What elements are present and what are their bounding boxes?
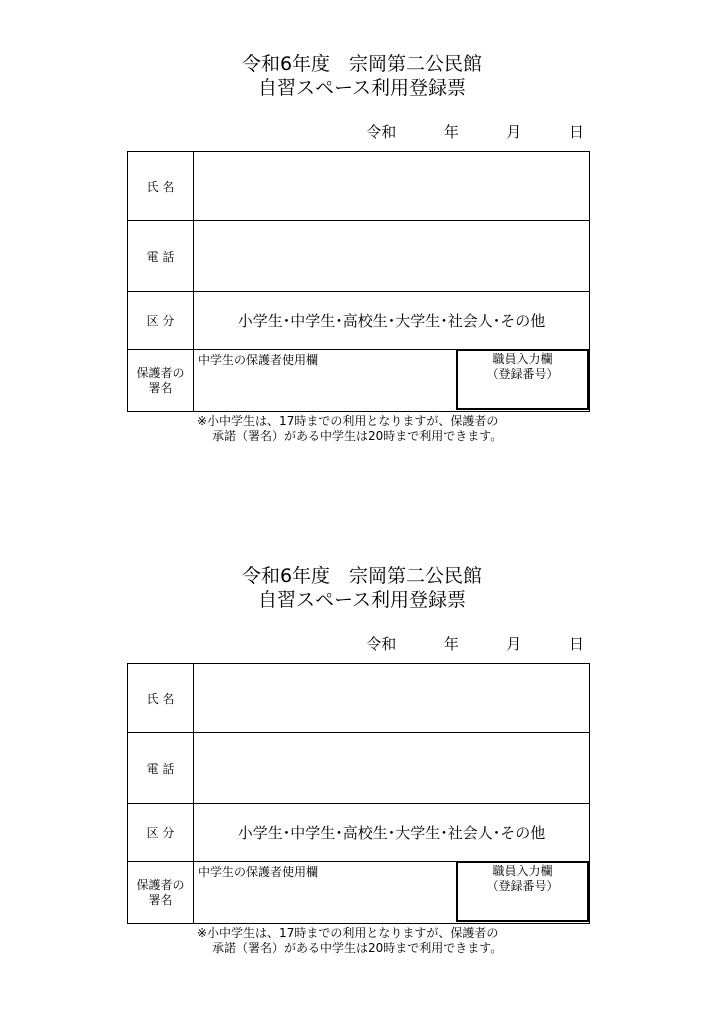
staff-entry-label: 職員入力欄	[492, 864, 553, 878]
date-line	[366, 121, 584, 142]
note-line2: 承諾（署名）がある中学生は20時まで利用できます。	[212, 941, 503, 955]
category-options[interactable]: 小学生･中学生･高校生･大学生･社会人･その他	[194, 292, 590, 350]
name-label: 氏 名	[128, 152, 194, 221]
category-row	[128, 804, 590, 862]
name-field[interactable]	[194, 664, 590, 733]
form-title-line2: 自習スペース利用登録票	[257, 589, 467, 611]
date-era: 令和	[366, 635, 397, 653]
guardian-field-label: 中学生の保護者使用欄	[198, 353, 319, 367]
staff-entry-label: 職員入力欄	[492, 352, 553, 366]
name-label: 氏 名	[128, 664, 194, 733]
guardian-label-line2: 署名	[148, 380, 173, 395]
guardian-signature-field[interactable]	[194, 350, 590, 412]
form-title-line1: 令和6年度 宗岡第二公民館	[241, 565, 483, 587]
phone-field[interactable]	[194, 221, 590, 292]
guardian-label	[128, 350, 194, 412]
note-line2: 承諾（署名）がある中学生は20時まで利用できます。	[212, 429, 503, 443]
date-era: 令和	[366, 123, 397, 141]
staff-entry-box[interactable]	[456, 861, 589, 922]
date-day: 日	[568, 635, 584, 653]
phone-row	[128, 733, 590, 804]
staff-entry-sublabel: （登録番号）	[486, 879, 559, 893]
guardian-label	[128, 862, 194, 924]
category-options[interactable]: 小学生･中学生･高校生･大学生･社会人･その他	[194, 804, 590, 862]
phone-row	[128, 221, 590, 292]
date-month: 月	[506, 123, 522, 141]
date-month: 月	[506, 635, 522, 653]
note-line1: ※小中学生は、17時までの利用となりますが、保護者の	[197, 414, 499, 428]
guardian-label-line1: 保護者の	[136, 365, 185, 380]
phone-label: 電 話	[128, 733, 194, 804]
staff-entry-box[interactable]	[456, 349, 589, 410]
guardian-row	[128, 862, 590, 924]
registration-table	[127, 663, 590, 924]
guardian-label-line1: 保護者の	[136, 877, 185, 892]
date-day: 日	[568, 123, 584, 141]
name-row	[128, 664, 590, 733]
name-field[interactable]	[194, 152, 590, 221]
form-title-line1: 令和6年度 宗岡第二公民館	[241, 53, 483, 75]
date-line	[366, 633, 584, 654]
category-label: 区 分	[128, 292, 194, 350]
date-year: 年	[443, 635, 459, 653]
category-label: 区 分	[128, 804, 194, 862]
form-title-line2: 自習スペース利用登録票	[257, 77, 467, 99]
phone-field[interactable]	[194, 733, 590, 804]
date-year: 年	[443, 123, 459, 141]
category-row	[128, 292, 590, 350]
note-line1: ※小中学生は、17時までの利用となりますが、保護者の	[197, 926, 499, 940]
guardian-field-label: 中学生の保護者使用欄	[198, 865, 319, 879]
staff-entry-sublabel: （登録番号）	[486, 367, 559, 381]
guardian-label-line2: 署名	[148, 892, 173, 907]
registration-table	[127, 151, 590, 412]
phone-label: 電 話	[128, 221, 194, 292]
guardian-signature-field[interactable]	[194, 862, 590, 924]
guardian-row	[128, 350, 590, 412]
name-row	[128, 152, 590, 221]
